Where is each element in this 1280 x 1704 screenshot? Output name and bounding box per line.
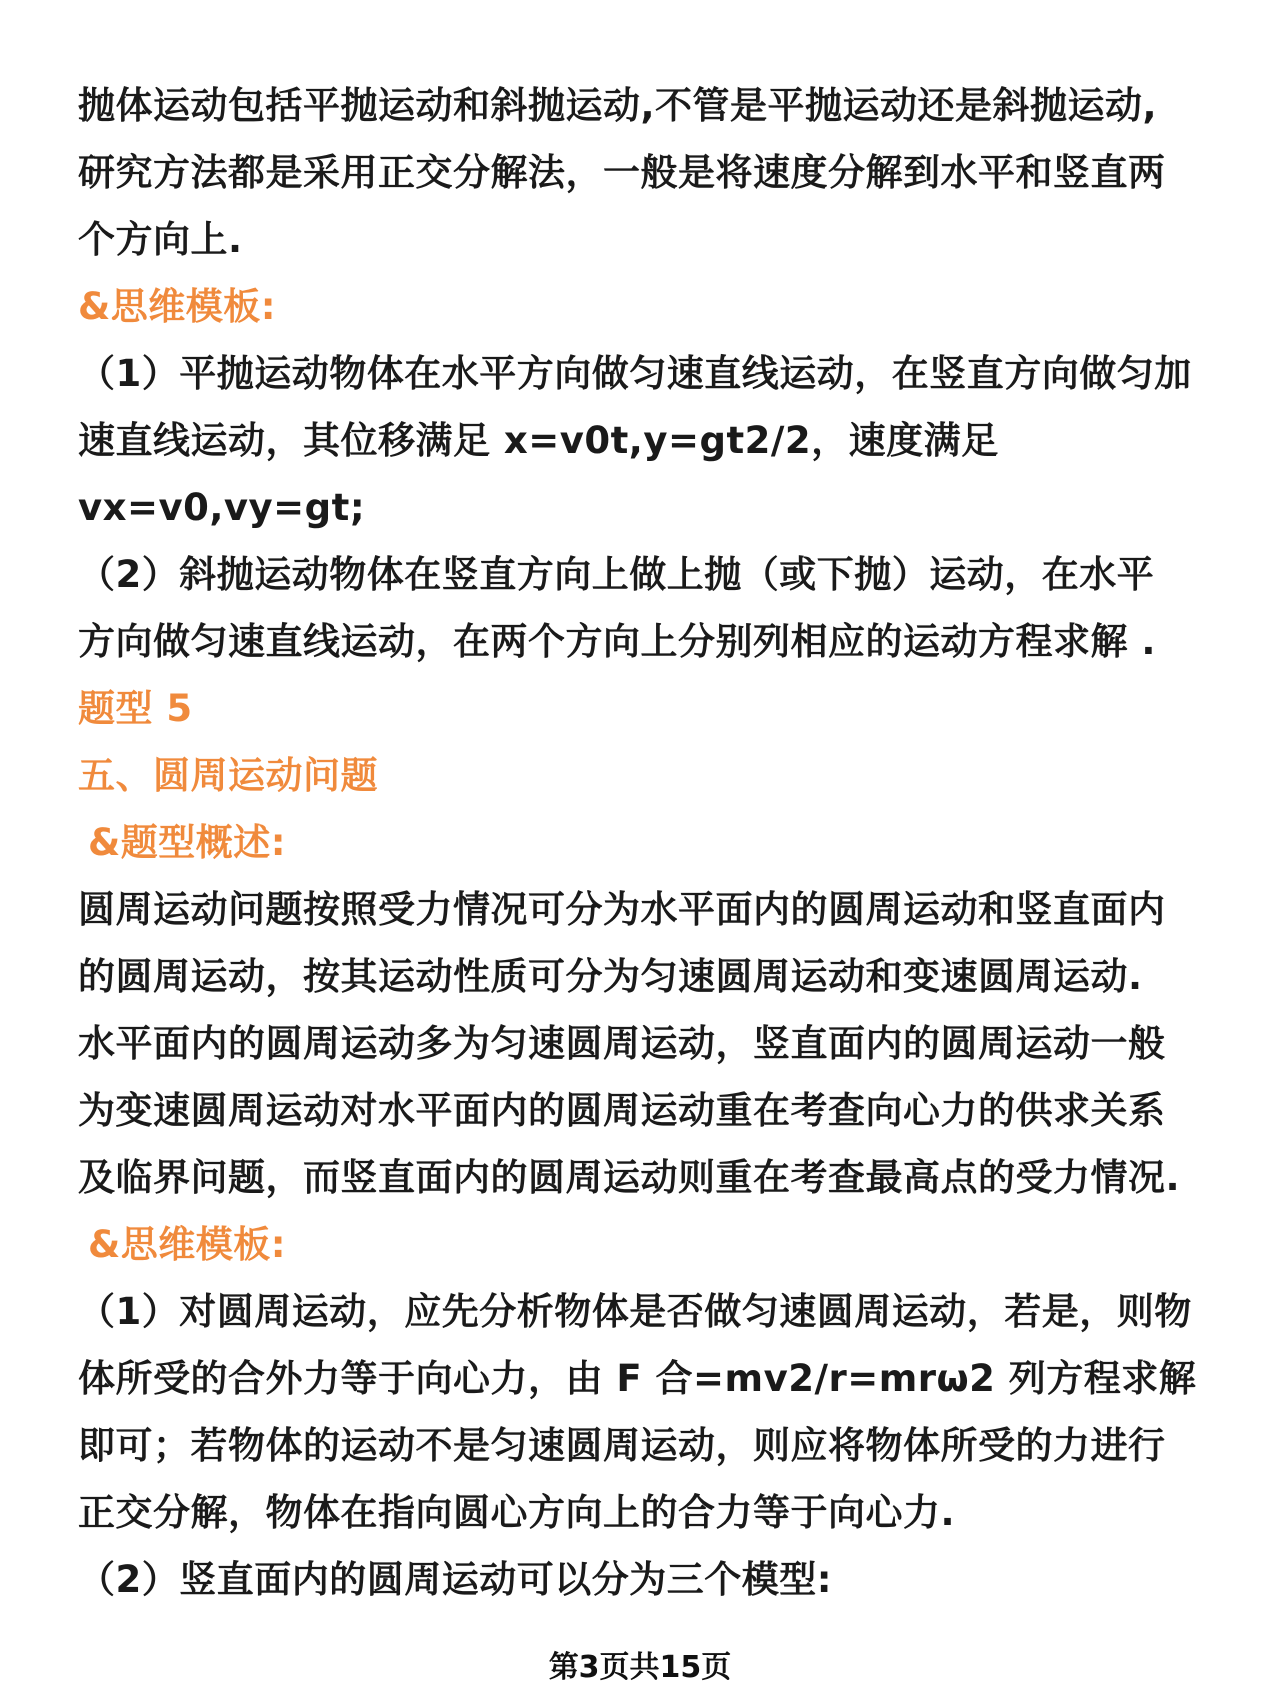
paragraph-line: 正交分解，物体在指向圆心方向上的合力等于向心力. [78,1491,956,1534]
document-body [78,72,1208,1613]
chapter-heading: 五、圆周运动问题 [78,754,378,797]
paragraph-line: 及临界问题，而竖直面内的圆周运动则重在考查最高点的受力情况. [78,1156,1181,1199]
paragraph-line: vx=v0,vy=gt; [78,486,366,529]
paragraph-line: 方向做匀速直线运动，在两个方向上分别列相应的运动方程求解 . [78,620,1156,663]
paragraph-line: 个方向上. [78,218,243,261]
paragraph-line: 的圆周运动，按其运动性质可分为匀速圆周运动和变速圆周运动. [78,955,1143,998]
paragraph-line: 体所受的合外力等于向心力，由 F 合=mv2/r=mrω2 列方程求解 [78,1357,1197,1400]
section-heading-overview: &题型概述: [88,821,287,864]
question-type-heading: 题型 5 [78,687,193,730]
paragraph-line: （1）对圆周运动，应先分析物体是否做匀速圆周运动，若是，则物 [78,1290,1192,1333]
paragraph-line: 水平面内的圆周运动多为匀速圆周运动，竖直面内的圆周运动一般 [78,1022,1166,1065]
paragraph-line: （2）竖直面内的圆周运动可以分为三个模型: [78,1558,833,1601]
page-number-footer: 第3页共15页 [548,1650,732,1685]
paragraph-line: 速直线运动，其位移满足 x=v0t,y=gt2/2，速度满足 [78,419,999,462]
paragraph-line: （1）平抛运动物体在水平方向做匀速直线运动，在竖直方向做匀加 [78,352,1192,395]
section-heading-thinking-template: &思维模板: [78,285,277,328]
paragraph-line: 研究方法都是采用正交分解法，一般是将速度分解到水平和竖直两 [78,151,1166,194]
paragraph-line: 圆周运动问题按照受力情况可分为水平面内的圆周运动和竖直面内 [78,888,1166,931]
section-heading-thinking-template: &思维模板: [88,1223,287,1266]
paragraph-line: 即可；若物体的运动不是匀速圆周运动，则应将物体所受的力进行 [78,1424,1166,1467]
paragraph-line: （2）斜抛运动物体在竖直方向上做上抛（或下抛）运动，在水平 [78,553,1155,596]
paragraph-line: 为变速圆周运动对水平面内的圆周运动重在考查向心力的供求关系 [78,1089,1166,1132]
paragraph-line: 抛体运动包括平抛运动和斜抛运动,不管是平抛运动还是斜抛运动, [78,84,1158,127]
